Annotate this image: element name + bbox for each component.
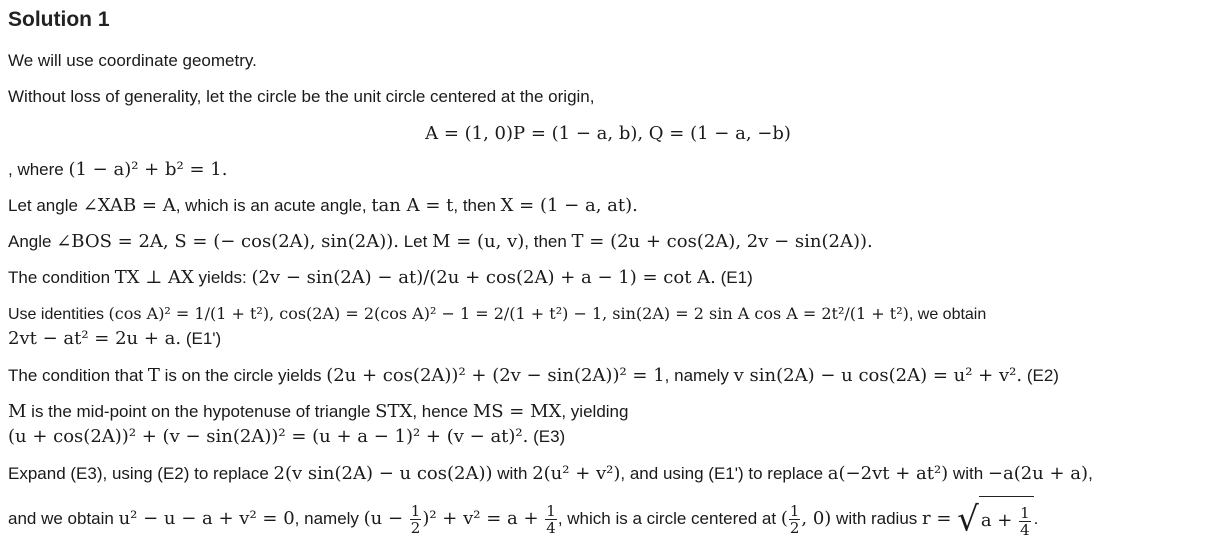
text-line — [8, 328, 221, 350]
text: The condition that — [8, 366, 148, 385]
numerator: 1 — [546, 502, 556, 520]
math: ∠BOS = 2A, S = (− cos(2A), sin(2A)). — [56, 231, 399, 252]
math: (cos A)² = 1/(1 + t²), cos(2A) = 2(cos A)² − 1 = 2/(1 + t²) − 1, sin(2A) = 2 sin A cos A = 2t²/(1 + t²) — [108, 304, 909, 323]
math: ∠XAB = A — [82, 195, 176, 216]
math: a(−2vt + at²) — [827, 463, 949, 484]
display-equation — [8, 123, 1208, 145]
math: (u + cos(2A))² + (v − sin(2A))² = (u + a − 1)² + (v − at)². — [8, 426, 529, 447]
fraction — [545, 503, 557, 536]
text-line — [8, 267, 753, 289]
radicand — [979, 496, 1034, 543]
text-line — [8, 195, 638, 217]
text-line — [8, 86, 594, 108]
text-line — [8, 463, 1093, 485]
math: M = (u, v) — [432, 231, 525, 252]
text: , and using (E1') to replace — [620, 464, 828, 483]
math: STX — [375, 401, 413, 422]
numerator: 1 — [789, 502, 800, 520]
text-line — [8, 159, 227, 181]
square-root — [957, 496, 1033, 543]
text-line — [8, 426, 565, 448]
math: MS = MX — [472, 401, 562, 422]
fraction — [410, 503, 422, 536]
math: (1 − a)² + b² = 1. — [68, 159, 228, 180]
math: A = (1, 0)P = (1 − a, b), Q = (1 − a, −b) — [425, 123, 791, 144]
text: , hence — [412, 402, 473, 421]
math: 2vt − at² = 2u + a. — [8, 328, 182, 349]
math: −a(2u + a) — [987, 463, 1089, 484]
fraction — [1019, 505, 1031, 538]
math: (2v − sin(2A) − at)/(2u + cos(2A) + a − 1) = cot A. — [251, 267, 716, 288]
text: We will use coordinate geometry. — [8, 51, 257, 70]
numerator: 1 — [410, 502, 421, 520]
text: and we obtain — [8, 508, 119, 528]
math: (2u + cos(2A))² + (2v − sin(2A))² = 1 — [326, 365, 665, 386]
math: (u − — [363, 507, 409, 529]
math: M — [8, 401, 27, 422]
denominator: 2 — [410, 519, 421, 537]
text: Use identities — [8, 306, 109, 323]
math: r = — [922, 507, 958, 529]
math: T — [147, 365, 160, 386]
radical-sign-icon: √ — [957, 499, 979, 540]
text: , namely — [664, 366, 734, 385]
text: , which is an acute angle, — [175, 196, 372, 215]
text: (E2) — [1022, 366, 1059, 385]
math: v sin(2A) − u cos(2A) = u² + v². — [733, 365, 1023, 386]
math: TX ⊥ AX — [114, 267, 194, 288]
denominator: 4 — [1020, 521, 1030, 539]
text: , we obtain — [908, 306, 987, 323]
denominator: 2 — [789, 519, 800, 537]
text: Without loss of generality, let the circle be the unit circle centered at the origin, — [8, 87, 595, 106]
text-line — [8, 50, 257, 72]
numerator: 1 — [1020, 504, 1030, 522]
text: (E3) — [528, 427, 566, 446]
text: with radius — [831, 508, 923, 528]
math: tan A = t — [371, 195, 454, 216]
math: a + — [980, 510, 1019, 531]
denominator: 4 — [546, 519, 556, 537]
page-title: Solution 1 — [8, 8, 110, 31]
text: , where — [8, 160, 69, 179]
text-line — [8, 231, 873, 253]
text: Angle — [8, 232, 57, 251]
text-line — [8, 365, 1059, 387]
math: u² − u − a + v² = 0 — [118, 507, 295, 529]
text: , namely — [294, 508, 364, 528]
math: 2(u² + v²) — [532, 463, 621, 484]
text: Let angle — [8, 196, 83, 215]
text: with — [948, 464, 988, 483]
fraction — [789, 503, 801, 536]
text: The condition — [8, 268, 115, 287]
text: , — [1088, 464, 1093, 483]
text-line — [8, 496, 1038, 543]
math: , 0) — [801, 507, 832, 529]
math: ( — [780, 507, 788, 529]
text-line — [8, 303, 986, 326]
text: , which is a circle centered at — [557, 508, 781, 528]
text: is on the circle yields — [159, 366, 327, 385]
text: yields: — [193, 268, 252, 287]
text: , then — [524, 232, 572, 251]
text: , yielding — [561, 402, 629, 421]
text: is the mid-point on the hypotenuse of triangle — [26, 402, 376, 421]
math: )² + v² = a + — [422, 507, 545, 529]
math: T = (2u + cos(2A), 2v − sin(2A)). — [571, 231, 873, 252]
text: with — [492, 464, 533, 483]
math: X = (1 − a, at). — [500, 195, 638, 216]
text-line — [8, 401, 628, 423]
text: Let — [398, 232, 433, 251]
math: 2(v sin(2A) − u cos(2A)) — [273, 463, 493, 484]
text: . — [1033, 508, 1039, 528]
text: , then — [453, 196, 501, 215]
text: Expand (E3), using (E2) to replace — [8, 464, 274, 483]
text: (E1) — [715, 268, 753, 287]
text: (E1') — [181, 329, 222, 348]
